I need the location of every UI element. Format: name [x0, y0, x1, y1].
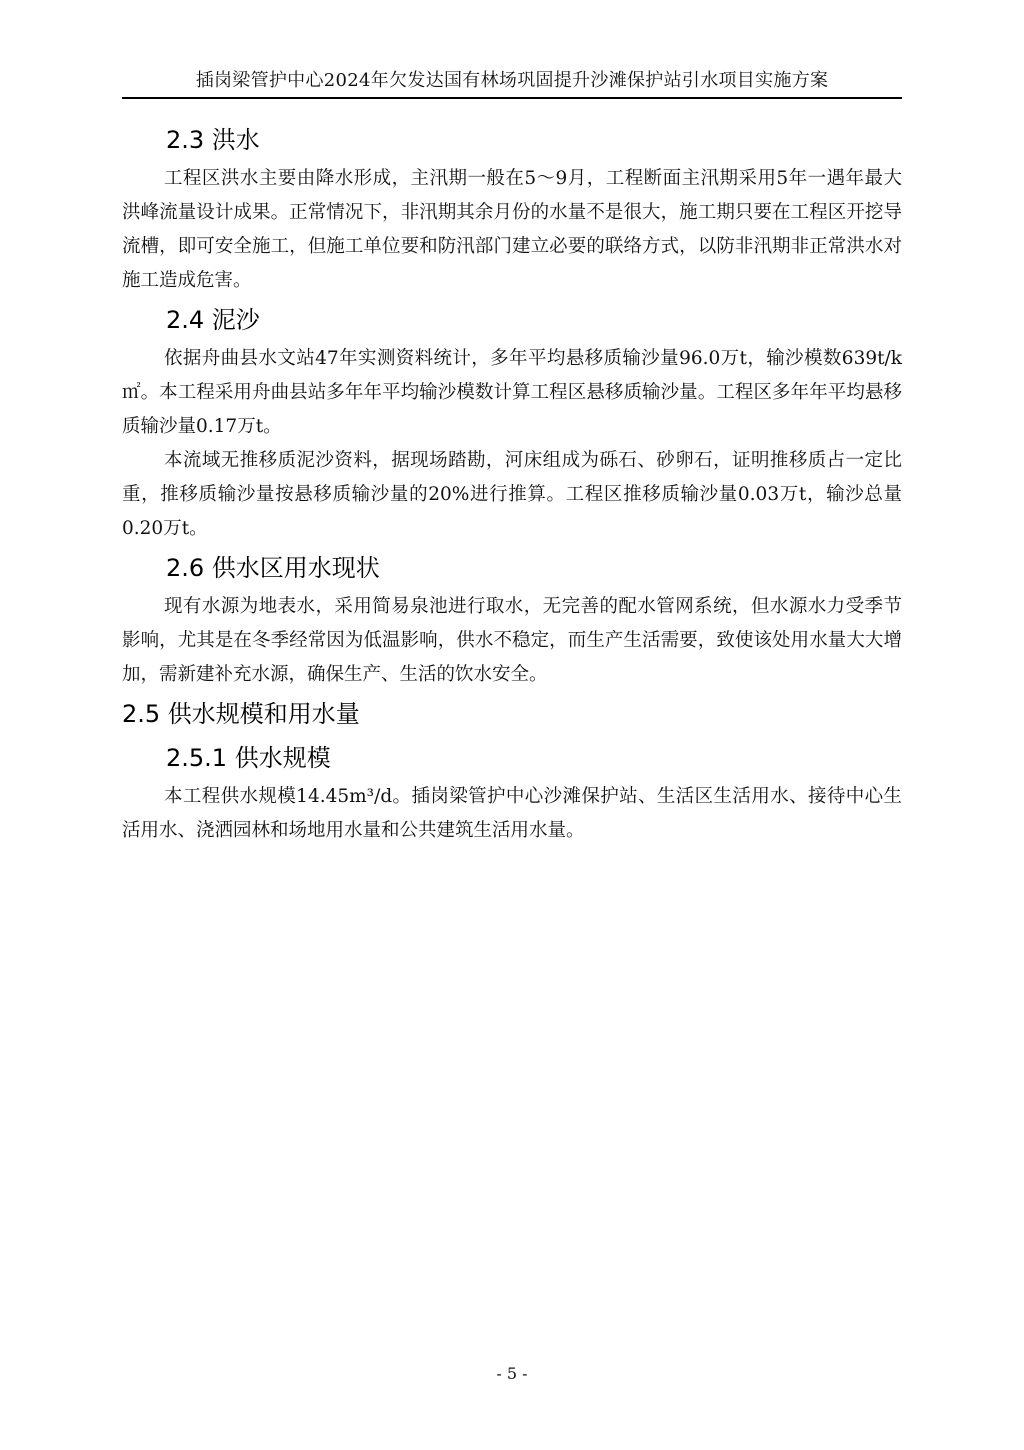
section-heading-water-use-status: 2.6 供水区用水现状 — [166, 554, 380, 582]
section-heading-supply-scale-and-demand: 2.5 供水规模和用水量 — [122, 700, 360, 728]
sediment-paragraph-2: 本流域无推移质泥沙资料，据现场踏勘，河床组成为砾石、砂卵石，证明推移质占一定比重，推移质输沙量按悬移质输沙量的20%进行推算。工程区推移质输沙量0.03万t，输沙总量0.20万t。 — [122, 450, 902, 539]
section-heading-supply-scale: 2.5.1 供水规模 — [166, 744, 331, 772]
section-heading-flood: 2.3 洪水 — [166, 126, 260, 154]
running-header: 插岗梁管护中心2024年欠发达国有林场巩固提升沙滩保护站引水项目实施方案 — [195, 70, 829, 91]
supply-scale-paragraph: 本工程供水规模14.45m³/d。插岗梁管护中心沙滩保护站、生活区生活用水、接待中心生活用水、浇洒园林和场地用水量和公共建筑生活用水量。 — [122, 786, 902, 841]
page-number: - 5 - — [496, 1364, 528, 1383]
page-body — [122, 118, 902, 848]
flood-paragraph: 工程区洪水主要由降水形成，主汛期一般在5～9月，工程断面主汛期采用5年一遇年最大洪峰流量设计成果。正常情况下，非汛期其余月份的水量不是很大，施工期只要在工程区开挖导流槽，即可安全施工，但施工单位要和防汛部门建立必要的联络方式，以防非汛期非正常洪水对施工造成危害。 — [122, 168, 902, 291]
header-rule — [122, 97, 902, 99]
sediment-paragraph-1: 依据舟曲县水文站47年实测资料统计，多年平均悬移质输沙量96.0万t，输沙模数639t/k㎡。本工程采用舟曲县站多年年平均输沙模数计算工程区悬移质输沙量。工程区多年年平均悬移质输沙量0.17万t。 — [122, 348, 902, 437]
water-use-status-paragraph: 现有水源为地表水，采用简易泉池进行取水，无完善的配水管网系统，但水源水力受季节影响，尤其是在冬季经常因为低温影响，供水不稳定，而生产生活需要，致使该处用水量大大增加，需新建补充水源，确保生产、生活的饮水安全。 — [122, 596, 902, 685]
section-heading-sediment: 2.4 泥沙 — [166, 306, 260, 334]
